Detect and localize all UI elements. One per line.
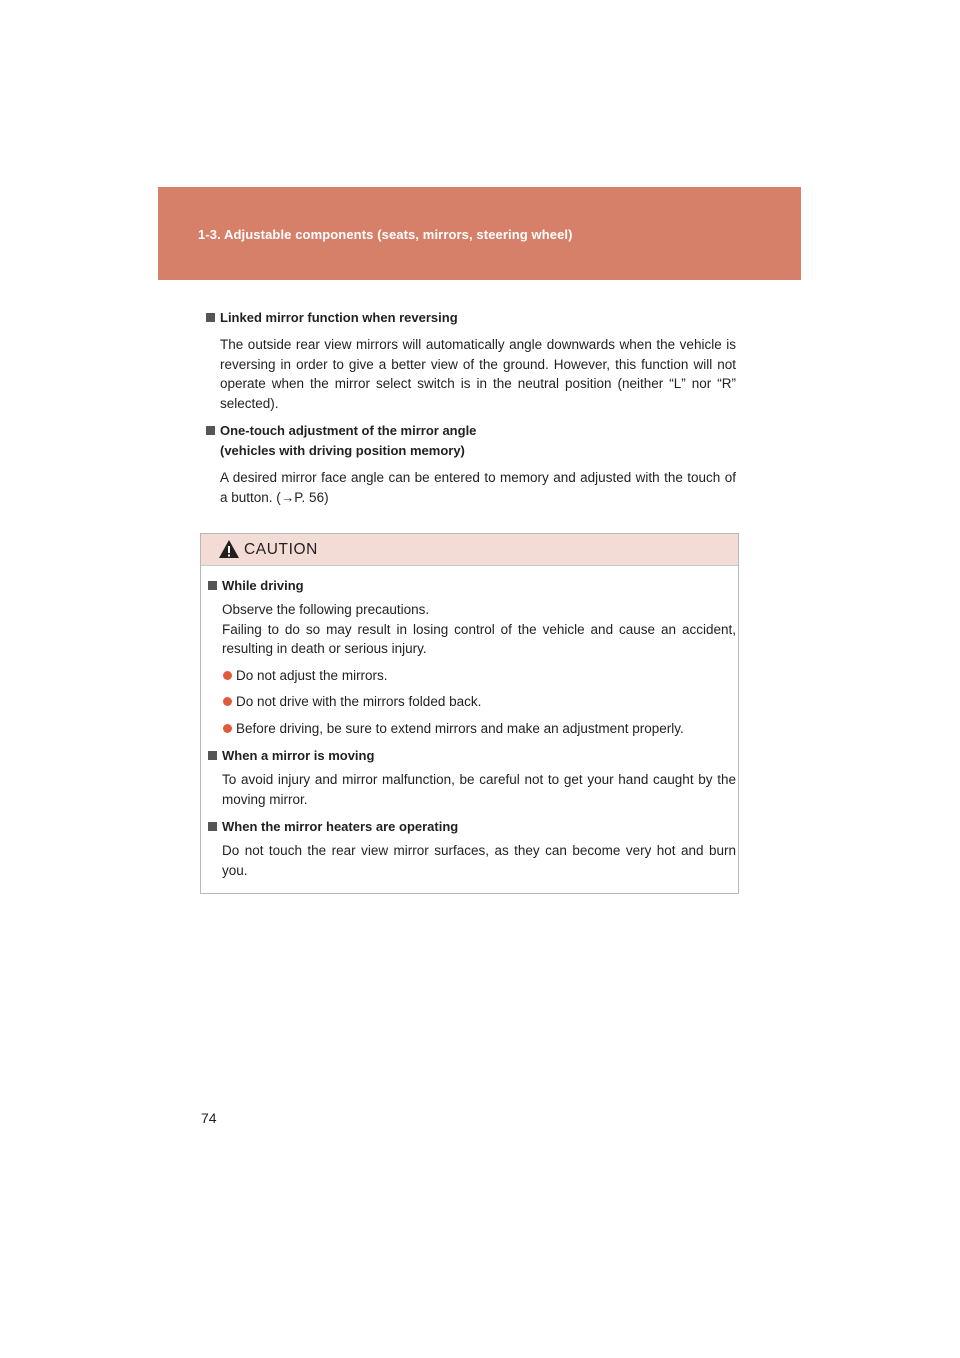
square-bullet-icon <box>208 822 217 831</box>
caution-text-line: Failing to do so may result in losing control of the vehicle and cause an accident, resulting in death or serious injury. <box>222 621 736 656</box>
caution-bullet-item <box>208 719 736 739</box>
round-bullet-icon <box>223 697 232 706</box>
caution-heading-mirror-heaters <box>208 817 736 836</box>
caution-heading-text: When the mirror heaters are operating <box>222 819 459 834</box>
caution-header <box>201 534 738 566</box>
caution-heading-mirror-moving <box>208 746 736 765</box>
bullet-text: Do not adjust the mirrors. <box>236 667 388 683</box>
square-bullet-icon <box>208 581 217 590</box>
round-bullet-icon <box>223 671 232 680</box>
bullet-text: Do not drive with the mirrors folded back. <box>236 694 482 709</box>
section-heading-text: Linked mirror function when reversing <box>220 310 458 325</box>
caution-bullet-item <box>208 666 736 686</box>
section-heading-one-touch <box>206 421 736 461</box>
caution-text: Do not touch the rear view mirror surfaces, as they can become very hot and burn you. <box>222 843 736 878</box>
round-bullet-icon <box>223 724 232 733</box>
section-heading-linked-mirror <box>206 308 736 328</box>
caution-text-line: Observe the following precautions. <box>222 602 430 617</box>
caution-heading-text: While driving <box>222 578 304 593</box>
section-heading-subtext: (vehicles with driving position memory) <box>220 443 465 458</box>
section-body-linked-mirror: The outside rear view mirrors will automatically angle downwards when the vehicle is reversing in order to give a better view of the ground. However, this function will not operate when the mirror select switch is in the neutral position (neither “L” nor “R” selected). <box>220 337 736 411</box>
caution-heading-while-driving <box>208 576 736 595</box>
bullet-text: Before driving, be sure to extend mirrors and make an adjustment properly. <box>236 720 684 736</box>
section-heading-text: One-touch adjustment of the mirror angle <box>220 423 477 438</box>
square-bullet-icon <box>206 426 215 435</box>
caution-title: CAUTION <box>244 541 318 558</box>
caution-text: To avoid injury and mirror malfunction, be careful not to get your hand caught by the moving mirror. <box>222 772 736 807</box>
caution-body <box>208 576 736 880</box>
caution-bullet-item <box>208 692 736 712</box>
section-body-one-touch: A desired mirror face angle can be entered to memory and adjusted with the touch of a button. (→P. 56) <box>220 470 736 505</box>
caution-box <box>200 533 739 894</box>
warning-triangle-icon <box>218 539 240 559</box>
caution-text <box>208 600 736 659</box>
section-title: 1-3. Adjustable components (seats, mirrors, steering wheel) <box>198 227 573 242</box>
main-content <box>206 308 736 507</box>
page-number: 74 <box>201 1110 217 1126</box>
section-header-band <box>158 187 801 280</box>
square-bullet-icon <box>206 313 215 322</box>
square-bullet-icon <box>208 751 217 760</box>
caution-heading-text: When a mirror is moving <box>222 748 375 763</box>
